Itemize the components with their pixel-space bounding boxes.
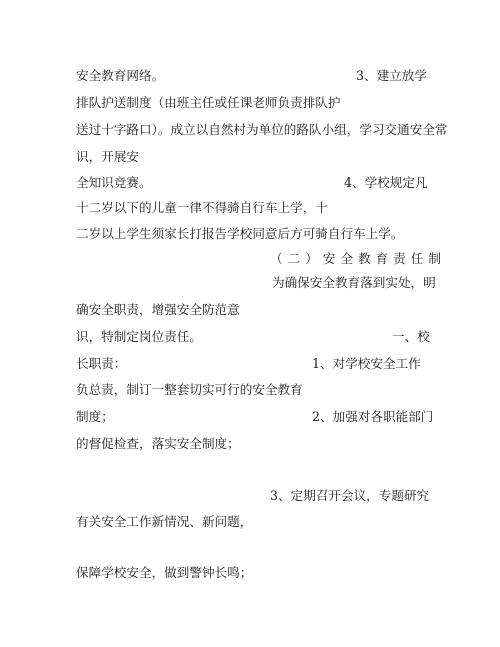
- text-line: 有关安全工作新情况、新问题，: [76, 514, 253, 529]
- text-line: 负总责，制订一整套切实可行的安全教育: [76, 382, 303, 397]
- text-line: 保障学校安全，做到警钟长鸣；: [76, 565, 253, 580]
- text-line: 确安全职责，增强安全防范意: [76, 302, 240, 317]
- text-line: 二岁以上学生须家长打报告学校同意后方可骑自行车上学。: [76, 226, 404, 241]
- text-line: 全知识竞赛。: [76, 175, 152, 190]
- text-line: 长职责：: [76, 356, 127, 371]
- text-line: 一、校: [392, 329, 430, 344]
- text-line: 识，开展安: [76, 149, 139, 164]
- section-heading: （二）安全教育责任制: [270, 251, 446, 266]
- text-line: 1、对学校安全工作: [312, 356, 421, 371]
- text-line: 识，特制定岗位责任。: [76, 329, 202, 344]
- text-line: 十二岁以下的儿童一律不得骑自行车上学，十: [76, 200, 328, 215]
- text-line: 2、加强对各职能部门: [312, 409, 434, 424]
- text-line: 4、学校规定凡: [344, 175, 428, 190]
- text-line: 3、建立放学: [356, 68, 427, 83]
- text-line: 安全教育网络。: [76, 68, 165, 83]
- text-line: 的督促检查，落实安全制度；: [76, 436, 240, 451]
- text-line: 3、定期召开会议，专题研究: [270, 488, 430, 503]
- text-line: 制度；: [76, 409, 114, 424]
- text-line: 为确保安全教育落到实处，明: [272, 275, 436, 290]
- text-line: 排队护送制度（由班主任或任课老师负责排队护: [76, 95, 341, 110]
- text-line: 送过十字路口）。成立以自然村为单位的路队小组，学习交通安全常: [76, 122, 448, 137]
